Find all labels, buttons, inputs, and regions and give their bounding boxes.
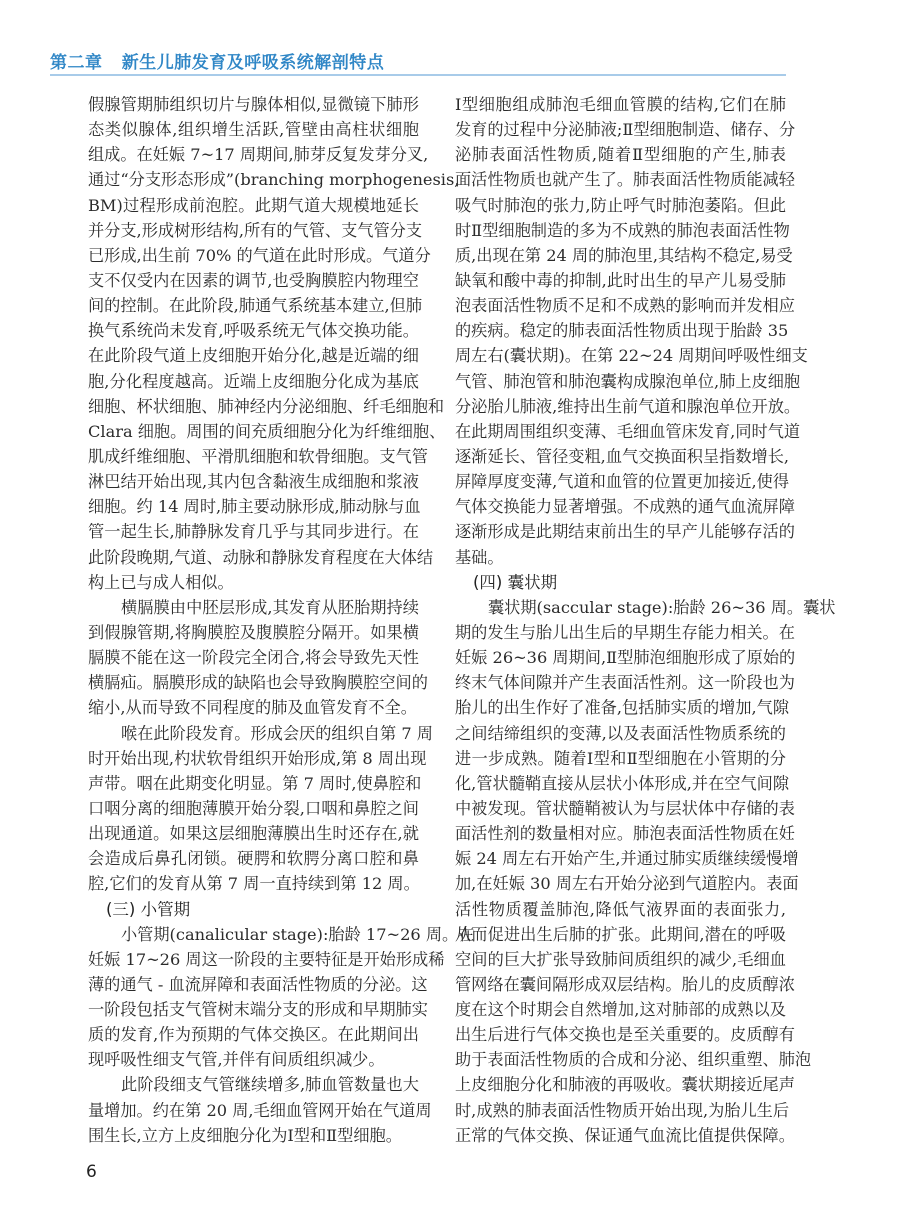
right-column: [455, 92, 836, 1148]
text-line: 正常的气体交换、保证通气血流比值提供保障。: [455, 1125, 795, 1145]
text-line: 时开始出现,杓状软骨组织开始形成,第 8 周出现: [88, 748, 427, 768]
text-line: 周左右(囊状期)。在第 22~24 周期间呼吸性细支: [455, 346, 808, 366]
text-line: 中被发现。管状髓鞘被认为与层状体中存储的表: [455, 798, 795, 818]
text-line: 到假腺管期,将胸膜腔及腹膜腔分隔开。如果横: [88, 622, 419, 642]
text-line: 构上已与成人相似。: [88, 572, 234, 592]
text-line: 围生长,立方上皮细胞分化为Ⅰ型和Ⅱ型细胞。: [88, 1125, 402, 1145]
text-line: 此阶段细支气管继续增多,肺血管数量也大: [121, 1075, 419, 1095]
text-line: 管一起生长,肺静脉发育几乎与其同步进行。在: [88, 522, 419, 542]
text-line: 横膈膜由中胚层形成,其发育从胚胎期持续: [121, 597, 419, 617]
text-line: 肌成纤维细胞、平滑肌细胞和软骨细胞。支气管: [88, 446, 428, 466]
text-line: 期的发生与胎儿出生后的早期生存能力相关。在: [455, 622, 795, 642]
left-column: [88, 92, 475, 1148]
paragraph: [88, 1072, 432, 1147]
text-line: 气管、肺泡管和肺泡囊构成腺泡单位,肺上皮细胞: [455, 371, 801, 391]
text-line: 发育的过程中分泌肺液;Ⅱ型细胞制造、储存、分: [455, 120, 796, 140]
text-line: 囊状期(saccular stage):胎龄 26~36 周。囊状: [488, 597, 836, 617]
text-line: 在此阶段气道上皮细胞开始分化,越是近端的细: [88, 346, 419, 366]
text-line: 现呼吸性细支气管,并伴有间质组织减少。: [88, 1050, 385, 1070]
text-line: 声带。咽在此期变化明显。第 7 周时,使鼻腔和: [88, 773, 422, 793]
text-line: 面活性剂的数量相对应。肺泡表面活性物质在妊: [455, 824, 795, 844]
text-line: 细胞、杯状细胞、肺神经内分泌细胞、纤毛细胞和: [88, 396, 445, 416]
text-line: 薄的通气 - 血流屏障和表面活性物质的分泌。这: [88, 974, 428, 994]
text-line: 妊娠 26~36 周期间,Ⅱ型肺泡细胞形成了原始的: [455, 648, 796, 668]
text-line: 在此期周围组织变薄、毛细血管床发育,同时气道: [455, 421, 801, 441]
text-line: 此阶段晚期,气道、动脉和静脉发育程度在大体结: [88, 547, 434, 567]
text-line: 时Ⅱ型细胞制造的多为不成熟的肺泡表面活性物: [455, 220, 790, 240]
page-number: 6: [86, 1162, 97, 1182]
paragraph: [455, 92, 808, 570]
text-line: 通过“分支形态形成”(branching morphogenesis,: [88, 170, 460, 190]
text-line: 之间结缔组织的变薄,以及表面活性物质系统的: [455, 723, 786, 743]
text-line: 从而促进出生后肺的扩张。此期间,潜在的呼吸: [455, 924, 786, 944]
text-line: 一阶段包括支气管树末端分支的形成和早期肺实: [88, 1000, 428, 1020]
text-line: Clara 细胞。周围的间充质细胞分化为纤维细胞、: [88, 421, 446, 441]
text-line: 胎儿的出生作好了准备,包括肺实质的增加,气隙: [455, 698, 790, 718]
section-heading: (四) 囊状期: [473, 572, 558, 592]
text-line: 助于表面活性物质的合成和分泌、组织重塑、肺泡: [455, 1050, 812, 1070]
text-line: 组成。在妊娠 7~17 周期间,肺芽反复发芽分叉,: [88, 145, 429, 165]
text-line: 泌肺表面活性物质,随着Ⅱ型细胞的产生,肺表: [455, 145, 786, 165]
text-line: 妊娠 17~26 周这一阶段的主要特征是开始形成稀: [88, 949, 445, 969]
text-line: 吸气时肺泡的张力,防止呼气时肺泡萎陷。但此: [455, 195, 786, 215]
text-line: 假腺管期肺组织切片与腺体相似,显微镜下肺形: [88, 95, 419, 114]
text-line: 缩小,从而导致不同程度的肺及血管发育不全。: [88, 698, 417, 718]
text-line: 质的发育,作为预期的气体交换区。在此期间出: [88, 1025, 419, 1045]
text-line: 分泌胎儿肺液,维持出生前气道和腺泡单位开放。: [455, 396, 801, 416]
text-line: 进一步成熟。随着Ⅰ型和Ⅱ型细胞在小管期的分: [455, 748, 786, 768]
text-line: 横膈疝。膈膜形成的缺陷也会导致胸膜腔空间的: [88, 673, 428, 693]
text-line: 换气系统尚未发育,呼吸系统无气体交换功能。: [88, 321, 419, 341]
text-line: 管网络在囊间隔形成双层结构。胎儿的皮质醇浓: [455, 974, 795, 994]
text-line: 小管期(canalicular stage):胎龄 17~26 周。在: [121, 924, 475, 944]
text-line: 出生后进行气体交换也是至关重要的。皮质醇有: [455, 1025, 795, 1045]
text-line: 逐渐形成是此期结束前出生的早产儿能够存活的: [455, 522, 795, 542]
text-line: 腔,它们的发育从第 7 周一直持续到第 12 周。: [88, 874, 420, 894]
text-line: Ⅰ型细胞组成肺泡毛细血管膜的结构,它们在肺: [455, 95, 786, 114]
text-line: 度在这个时期会自然增加,这对肺部的成熟以及: [455, 1000, 786, 1020]
text-line: 上皮细胞分化和肺液的再吸收。囊状期接近尾声: [455, 1075, 795, 1095]
text-line: 喉在此阶段发育。形成会厌的组织自第 7 周: [121, 723, 433, 743]
section-heading: (三) 小管期: [106, 899, 191, 919]
text-line: 娠 24 周左右开始产生,并通过肺实质继续缓慢增: [455, 849, 799, 869]
text-line: 间的控制。在此阶段,肺通气系统基本建立,但肺: [88, 296, 423, 316]
text-line: 量增加。约在第 20 周,毛细血管网开始在气道周: [88, 1100, 432, 1120]
text-line: 逐渐延长、管径变粗,血气交换面积呈指数增长,: [455, 446, 790, 466]
paragraph: [88, 92, 460, 595]
text-line: 基础。: [455, 547, 504, 567]
header-divider: [50, 74, 786, 76]
paragraph: [88, 721, 433, 897]
text-line: 泡表面活性物质不足和不成熟的影响而并发相应: [455, 296, 795, 316]
text-line: 口咽分离的细胞薄膜开始分裂,口咽和鼻腔之间: [88, 798, 419, 818]
text-line: 终末气体间隙并产生表面活性剂。这一阶段也为: [455, 673, 795, 693]
text-line: 已形成,出生前 70% 的气道在此时形成。气道分: [88, 245, 431, 265]
text-line: 细胞。约 14 周时,肺主要动脉形成,肺动脉与血: [88, 497, 421, 517]
text-line: 化,管状髓鞘直接从层状小体形成,并在空气间隙: [455, 773, 790, 793]
paragraph: [88, 922, 475, 1073]
paragraph: [455, 595, 836, 1148]
text-line: 气体交换能力显著增强。不成熟的通气血流屏障: [455, 497, 795, 517]
text-line: 并分支,形成树形结构,所有的气管、支气管分支: [88, 220, 423, 240]
text-line: 态类似腺体,组织增生活跃,管壁由高柱状细胞: [88, 120, 419, 140]
text-line: 屏障厚度变薄,气道和血管的位置更加接近,使得: [455, 472, 790, 492]
text-line: BM)过程形成前泡腔。此期气道大规模地延长: [88, 195, 419, 215]
text-line: 空间的巨大扩张导致肺间质组织的减少,毛细血: [455, 949, 786, 969]
text-line: 淋巴结开始出现,其内包含黏液生成细胞和浆液: [88, 472, 419, 492]
text-line: 膈膜不能在这一阶段完全闭合,将会导致先天性: [88, 648, 419, 668]
text-line: 会造成后鼻孔闭锁。硬腭和软腭分离口腔和鼻: [88, 849, 419, 869]
text-line: 缺氧和酸中毒的抑制,此时出生的早产儿易受肺: [455, 270, 786, 290]
text-line: 活性物质覆盖肺泡,降低气液界面的表面张力,: [455, 899, 786, 919]
text-line: 胞,分化程度越高。近端上皮细胞分化成为基底: [88, 371, 419, 391]
text-line: 质,出现在第 24 周的肺泡里,其结构不稳定,易受: [455, 245, 793, 265]
text-line: 支不仅受内在因素的调节,也受胸膜腔内物理空: [88, 270, 419, 290]
text-line: 时,成熟的肺表面活性物质开始出现,为胎儿生后: [455, 1100, 790, 1120]
paragraph: [88, 595, 428, 721]
text-line: 加,在妊娠 30 周左右开始分泌到气道腔内。表面: [455, 874, 799, 894]
text-line: 面活性物质也就产生了。肺表面活性物质能减轻: [455, 170, 795, 190]
chapter-title: 第二章 新生儿肺发育及呼吸系统解剖特点: [50, 53, 385, 73]
text-line: 的疾病。稳定的肺表面活性物质出现于胎龄 35: [455, 321, 789, 341]
text-line: 出现通道。如果这层细胞薄膜出生时还存在,就: [88, 824, 419, 844]
